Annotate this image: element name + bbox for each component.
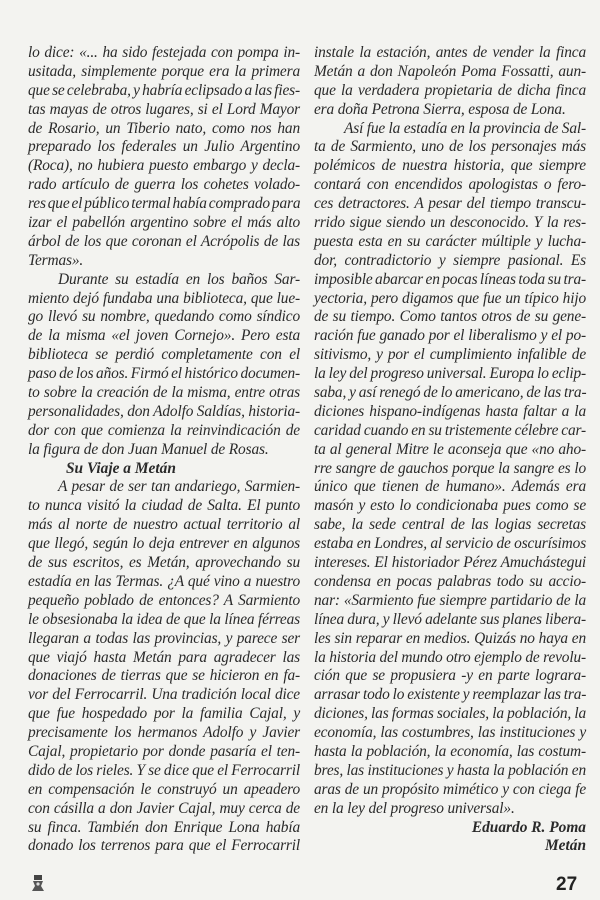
section-heading: Su Viaje a Metán [66,459,176,477]
text-line: de su tiempo. Como tantos otros de su gene- [314,308,586,326]
text-line: go llevó su nombre, quedando como síndico [28,308,300,326]
text-line: hasta la población, la economía, las costum- [314,742,586,760]
text-line: caridad cuando en su tristemente célebre car- [314,421,586,439]
text-line: rado artículo de guerra los cohetes volado- [28,176,300,194]
text-line: polémicos de nuestra historia, que siempre [314,157,586,175]
text-line: (Roca), no hubiera puesto embargo y decla- [28,157,300,175]
text-line: la figura de don Juan Manuel de Rosas. [28,440,269,458]
text-line: imposible abarcar en pocas líneas toda su tra- [314,270,586,288]
text-line: puesta esta en su carácter múltiple y lucha- [314,232,586,250]
text-line: llegaran a todas las provincias, y parece ser [28,629,300,647]
text-line: más al norte de nuestro actual territorio al [28,516,300,534]
text-line: economía, las costumbres, las instituciones y [314,724,586,742]
text-line: vor del Ferrocarril. Una tradición local dice [28,686,300,704]
text-line: le obsesionaba la idea de que la línea férreas [28,610,300,628]
text-line: precisamente los hermanos Adolfo y Javier [28,724,300,742]
text-line: lo dice: «... ha sido festejada con pompa in- [28,44,300,61]
text-line: diciones hispano-indígenas hasta faltar a la [314,402,586,420]
text-line: miento dejó fundaba una biblioteca, que lue- [28,289,300,307]
text-line: preparado los federales un Julio Argentino [28,138,300,156]
text-line: dor, contradictorio y siempre pasional. Es [314,251,586,269]
text-line: to sobre la creación de la misma, entre otras [28,384,300,402]
text-line: masón y esto lo condicionaba pues como se [314,497,586,515]
decorative-emblem-icon [31,874,45,892]
text-line: ción que se propusiera -y en parte lograra- [314,667,586,685]
text-line: ces detractores. A pesar del tiempo transcu- [314,195,586,213]
text-line: sabe, la sede central de las logias secretas [314,516,586,534]
text-line: era doña Petrona Sierra, esposa de Lona. [314,100,566,118]
text-line: intereses. El historiador Pérez Amuchástegui [314,554,586,572]
text-line: diciones, las formas sociales, la población, la [314,705,586,723]
text-line: rre sangre de gauchos porque la sangre es lo [314,459,586,477]
text-line: Termas». [28,251,84,269]
text-line: estadía en las Termas. ¿A qué vino a nuestro [28,572,300,590]
signature-place: Metán [544,837,586,855]
page-number: 27 [556,874,578,895]
text-line: que viajó hasta Metán para agradecer las [28,648,300,666]
text-line: contará con encendidos apologistas o fero- [314,176,586,194]
text-line: paso de los años. Firmó el histórico documen- [28,365,300,383]
text-line: Durante su estadía en los baños Sar- [58,270,300,288]
text-line: la historia del mundo otro ejemplo de revolu- [314,648,586,666]
text-line: estaba en Londres, al servicio de oscurísimos [314,535,587,553]
text-line: pequeño poblado de entonces? A Sarmiento [28,591,300,609]
text-line: to nunca visitó la ciudad de Salta. El punto [28,497,300,515]
text-line: que fue hospedado por la familia Cajal, y [28,705,300,723]
text-line: donado los terrenos para que el Ferrocarril [28,837,300,855]
text-line: Así fue la estadía en la provincia de Sal- [344,119,586,137]
text-line: rrido sigue siendo un desconocido. Y la res- [314,214,586,232]
text-line: en compensación le construyó un apeadero [28,780,300,798]
text-line: instale la estación, antes de vender la finca [314,44,586,61]
text-line: único que tienen de humano». Además era [314,478,586,496]
text-line: aras de un propósito mimético y con ciega fe [314,780,586,798]
text-line: en la ley del progreso universal». [314,799,515,817]
text-line: sitivismo, y por el cumplimiento infalible de [314,346,586,364]
text-line: donaciones de tierras que se hicieron en fa- [28,667,300,685]
text-line: que la verdadera propietaria de dicha finca [314,81,586,99]
text-line: tas mayas de otros lugares, si el Lord Mayor [28,100,300,118]
text-line: su finca. También don Enrique Lona había [28,818,300,836]
text-line: ta de Sarmiento, uno de los personajes más [314,138,586,156]
text-line: árbol de los que coronan el Acrópolis de las [28,232,300,250]
text-line: biblioteca se perdió completamente con el [28,346,300,364]
signature-author: Eduardo R. Poma [471,818,586,836]
text-line: de sus escritos, es Metán, aprovechando su [28,554,300,572]
text-line: yectoria, pero digamos que fue un típico hijo [314,289,586,307]
text-line: que llegó, según lo deja entrever en algunos [28,535,300,553]
text-line: A pesar de ser tan andariego, Sarmien- [58,478,300,496]
text-line: Metán a don Napoleón Poma Fossatti, aun- [314,62,586,80]
text-line: de la misma «el joven Cornejo». Pero esta [28,327,300,345]
text-line: condensa en pocas palabras todo su accio- [314,572,586,590]
text-line: izar el pabellón argentino sobre el más alto [28,214,300,232]
text-line: personalidades, don Adolfo Saldías, historia- [28,402,300,420]
text-line: usitada, simplemente porque era la primera [28,62,300,80]
text-line: Cajal, propietario por donde pasaría el ten- [28,742,300,760]
text-line: dor con que comienza la reinvindicación de [28,421,300,439]
text-line: ta al general Mitre le aconseja que «no aho- [314,440,586,458]
right-column [314,44,586,856]
text-line: ración fue ganado por el liberalismo y el po- [314,327,586,345]
text-line: les sin reparar en medios. Quizás no haya en [314,629,586,647]
text-line: dido de los rieles. Y se dice que el Ferrocarril [28,761,300,779]
text-line: nar: «Sarmiento fue siempre partidario de la [314,591,586,609]
right-column-body [314,44,586,819]
text-line: con cásilla a don Javier Cajal, muy cerca de [28,799,300,817]
text-line: la ley del progreso universal. Europa lo eclip- [314,365,586,383]
text-line: saba, y así renegó de lo americano, de las tra- [314,384,587,402]
text-line: línea dura, y llevó adelante sus planes libera- [314,610,586,628]
left-column [28,44,300,856]
text-line: bres, las instituciones y hasta la población en [314,761,586,779]
text-line: de Rosario, un Tiberio nato, como nos han [28,119,300,137]
text-line: arrasar todo lo existente y reemplazar las tra- [314,686,587,704]
text-line: res que el público termal había comprado para [28,195,301,213]
text-line: que se celebraba, y habría eclipsado a las fies- [28,81,300,99]
